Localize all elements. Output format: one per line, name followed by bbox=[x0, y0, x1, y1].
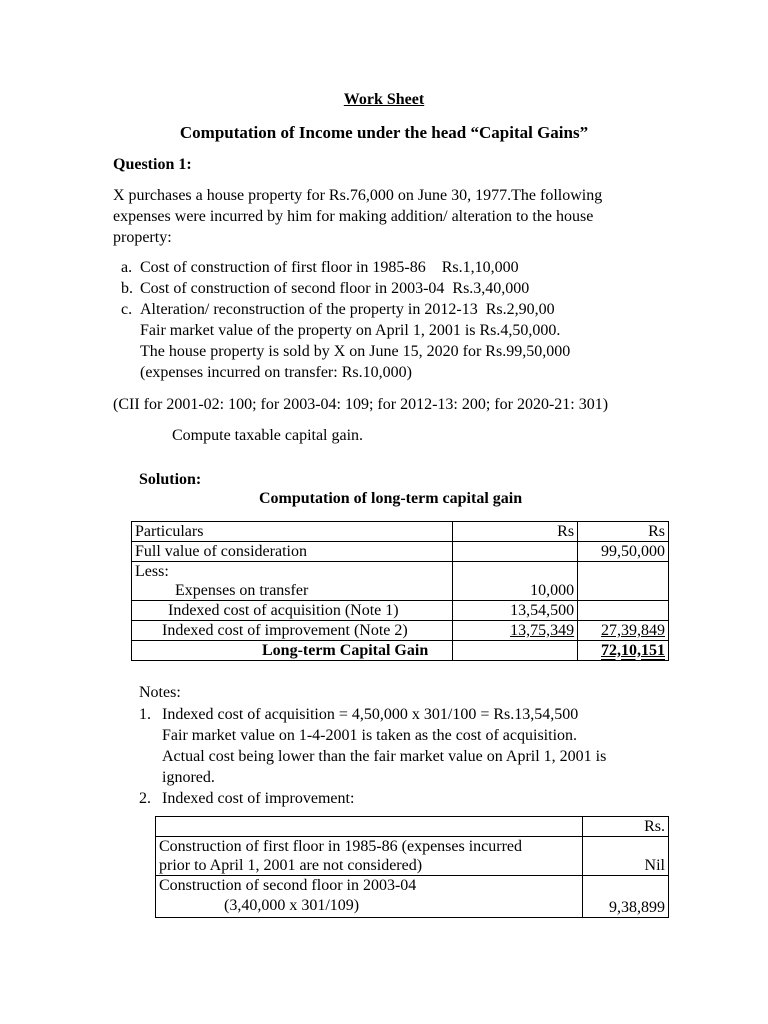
table-header-row bbox=[156, 817, 669, 837]
note-marker: 1. bbox=[139, 706, 151, 723]
note-line: Actual cost being lower than the fair market value on April 1, 2001 is bbox=[162, 748, 607, 765]
cell: 13,54,500 bbox=[453, 601, 578, 621]
title-text: Work Sheet bbox=[343, 91, 425, 108]
cell bbox=[156, 817, 583, 837]
header-cell: Particulars bbox=[132, 522, 453, 542]
list-marker: b. bbox=[121, 280, 133, 297]
cell bbox=[156, 837, 583, 876]
cell: 9,38,899 bbox=[583, 876, 669, 918]
detail-line: Fair market value of the property on April 1, 2001 is Rs.4,50,000. bbox=[140, 322, 561, 339]
question-line: expenses were incurred by him for making addition/ alteration to the house bbox=[113, 208, 594, 225]
cell bbox=[453, 621, 578, 641]
note-line: Indexed cost of improvement: bbox=[162, 790, 355, 807]
cell: Nil bbox=[583, 837, 669, 876]
header-cell: Rs bbox=[453, 522, 578, 542]
table-row bbox=[156, 837, 669, 876]
cell-value: 27,39,849 bbox=[601, 622, 665, 639]
cell-value: 72,10,151 bbox=[601, 642, 665, 659]
table1-caption: Computation of long-term capital gain bbox=[259, 490, 523, 507]
cii-line: (CII for 2001-02: 100; for 2003-04: 109; for 2012-13: 200; for 2020-21: 301) bbox=[113, 396, 609, 413]
cell: Long-term Capital Gain bbox=[132, 641, 453, 661]
row-label: Expenses on transfer bbox=[175, 582, 309, 599]
table-row bbox=[132, 621, 669, 641]
note-line: Indexed cost of acquisition = 4,50,000 x 301/100 = Rs.13,54,500 bbox=[162, 706, 579, 723]
less-label: Less: bbox=[135, 563, 169, 580]
table-row bbox=[132, 601, 669, 621]
list-item: Cost of construction of first floor in 1985-86 Rs.1,10,000 bbox=[140, 259, 519, 276]
page-subtitle: Computation of Income under the head “Capital Gains” bbox=[179, 123, 589, 142]
cell: Full value of consideration bbox=[132, 542, 453, 562]
cell bbox=[578, 641, 669, 661]
cell: 10,000 bbox=[453, 562, 578, 601]
note-marker: 2. bbox=[139, 790, 151, 807]
table-header-row bbox=[132, 522, 669, 542]
header-cell: Rs. bbox=[583, 817, 669, 837]
instruction: Compute taxable capital gain. bbox=[172, 427, 364, 444]
list-marker: c. bbox=[121, 301, 133, 318]
detail-line: The house property is sold by X on June 15, 2020 for Rs.99,50,000 bbox=[140, 343, 571, 360]
row-text: prior to April 1, 2001 are not considered) bbox=[159, 857, 423, 874]
capital-gain-table bbox=[131, 521, 669, 661]
detail-line: (expenses incurred on transfer: Rs.10,000) bbox=[140, 364, 412, 381]
cell bbox=[132, 562, 453, 601]
list-item: Cost of construction of second floor in 2003-04 Rs.3,40,000 bbox=[140, 280, 530, 297]
cell bbox=[453, 542, 578, 562]
list-item: Alteration/ reconstruction of the property in 2012-13 Rs.2,90,00 bbox=[140, 301, 555, 318]
question-line: property: bbox=[113, 229, 172, 246]
cell bbox=[453, 641, 578, 661]
table-row-total bbox=[132, 641, 669, 661]
cell-value: 13,75,349 bbox=[510, 622, 575, 639]
row-text: Construction of second floor in 2003-04 bbox=[159, 877, 417, 894]
solution-label: Solution: bbox=[139, 471, 202, 488]
row-text: (3,40,000 x 301/109) bbox=[224, 897, 360, 914]
table-row bbox=[132, 562, 669, 601]
table-row bbox=[132, 542, 669, 562]
table-row bbox=[156, 876, 669, 918]
question-label: Question 1: bbox=[113, 156, 192, 173]
header-cell: Rs bbox=[578, 522, 669, 542]
cell: Indexed cost of acquisition (Note 1) bbox=[132, 601, 453, 621]
note-line: Fair market value on 1-4-2001 is taken as the cost of acquisition. bbox=[162, 727, 578, 744]
worksheet-title bbox=[0, 90, 768, 110]
cell: Indexed cost of improvement (Note 2) bbox=[132, 621, 453, 641]
cell bbox=[578, 562, 669, 601]
cell bbox=[156, 876, 583, 918]
notes-label: Notes: bbox=[139, 684, 181, 701]
question-line: X purchases a house property for Rs.76,000 on June 30, 1977.The following bbox=[113, 187, 603, 204]
improvement-table bbox=[155, 816, 669, 918]
note-line: ignored. bbox=[162, 769, 215, 786]
cell bbox=[578, 601, 669, 621]
cell: 99,50,000 bbox=[578, 542, 669, 562]
list-marker: a. bbox=[121, 259, 133, 276]
cell bbox=[578, 621, 669, 641]
row-text: Construction of first floor in 1985-86 (expenses incurred bbox=[159, 838, 523, 855]
